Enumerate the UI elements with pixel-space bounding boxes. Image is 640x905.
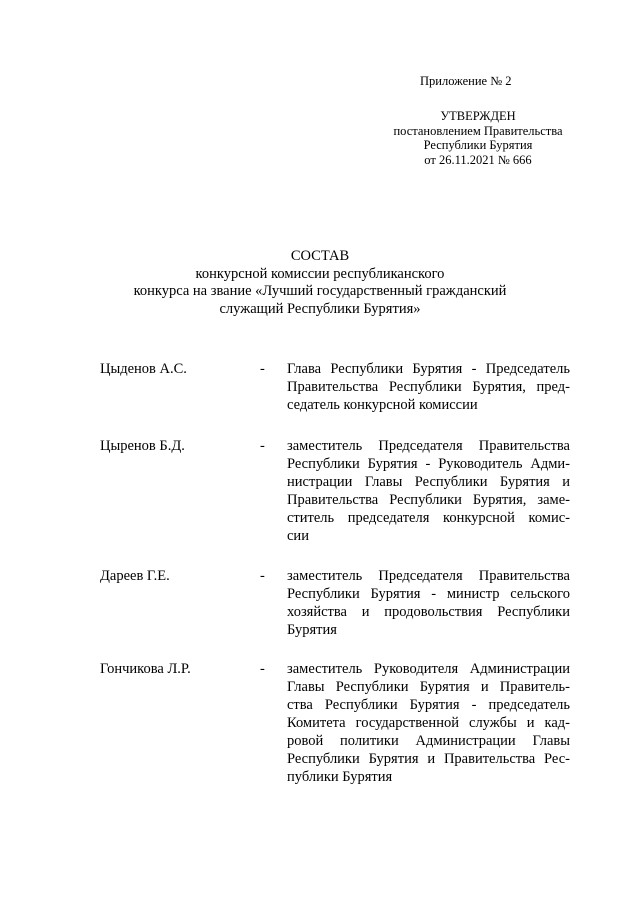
role-line: Правительства Республики Бурятия, пред- bbox=[287, 379, 570, 395]
member-role bbox=[287, 360, 570, 414]
approval-line: от 26.11.2021 № 666 bbox=[424, 152, 532, 167]
member-role bbox=[287, 437, 570, 545]
member-name: Гончикова Л.Р. bbox=[100, 661, 191, 677]
role-line: сии bbox=[287, 528, 309, 544]
approval-line: Республики Бурятия bbox=[423, 138, 533, 152]
document-title bbox=[60, 248, 580, 318]
approval-line: постановлением Правительства bbox=[393, 123, 563, 138]
title-subtitle-line: служащий Республики Бурятия» bbox=[219, 300, 421, 317]
role-line: Глава Республики Бурятия - Председатель bbox=[287, 361, 570, 377]
role-line: публики Бурятия bbox=[287, 769, 393, 785]
member-role bbox=[287, 567, 570, 639]
member-role bbox=[287, 660, 570, 786]
role-line: заместитель Председателя Правительства bbox=[287, 568, 570, 584]
member-dash: - bbox=[260, 568, 265, 584]
approval-line: УТВЕРЖДЕН bbox=[440, 109, 516, 123]
role-line: Правительства Республики Бурятия, заме- bbox=[287, 492, 570, 508]
role-line: Республики Бурятия и Правительства Рес- bbox=[287, 751, 570, 767]
role-line: ства Республики Бурятия - председатель bbox=[287, 697, 570, 713]
role-line: ститель председателя конкурсной комис- bbox=[287, 510, 570, 526]
appendix-label: Приложение № 2 bbox=[420, 74, 512, 88]
member-dash: - bbox=[260, 661, 265, 677]
member-name: Дареев Г.Е. bbox=[100, 568, 170, 584]
role-line: заместитель Руководителя Администрации bbox=[287, 661, 570, 677]
member-dash: - bbox=[260, 361, 265, 377]
title-heading: СОСТАВ bbox=[290, 248, 350, 264]
role-line: Республики Бурятия - Руководитель Адми- bbox=[287, 456, 570, 472]
approval-stamp bbox=[362, 109, 594, 167]
member-name: Цыренов Б.Д. bbox=[100, 438, 185, 454]
role-line: заместитель Председателя Правительства bbox=[287, 438, 570, 454]
member-name: Цыденов А.С. bbox=[100, 361, 187, 377]
title-subtitle-line: конкурса на звание «Лучший государственный гражданский bbox=[133, 283, 507, 299]
role-line: Главы Республики Бурятия и Правитель- bbox=[287, 679, 570, 695]
title-subtitle-line: конкурсной комиссии республиканского bbox=[195, 265, 445, 282]
role-line: седатель конкурсной комиссии bbox=[287, 397, 478, 413]
role-line: Бурятия bbox=[287, 622, 337, 638]
role-line: нистрации Главы Республики Бурятия и bbox=[287, 474, 570, 490]
role-line: Комитета государственной службы и кад- bbox=[287, 715, 570, 731]
role-line: ровой политики Администрации Главы bbox=[287, 733, 570, 749]
role-line: хозяйства и продовольствия Республики bbox=[287, 604, 570, 620]
role-line: Республики Бурятия - министр сельского bbox=[287, 586, 570, 602]
member-dash: - bbox=[260, 438, 265, 454]
